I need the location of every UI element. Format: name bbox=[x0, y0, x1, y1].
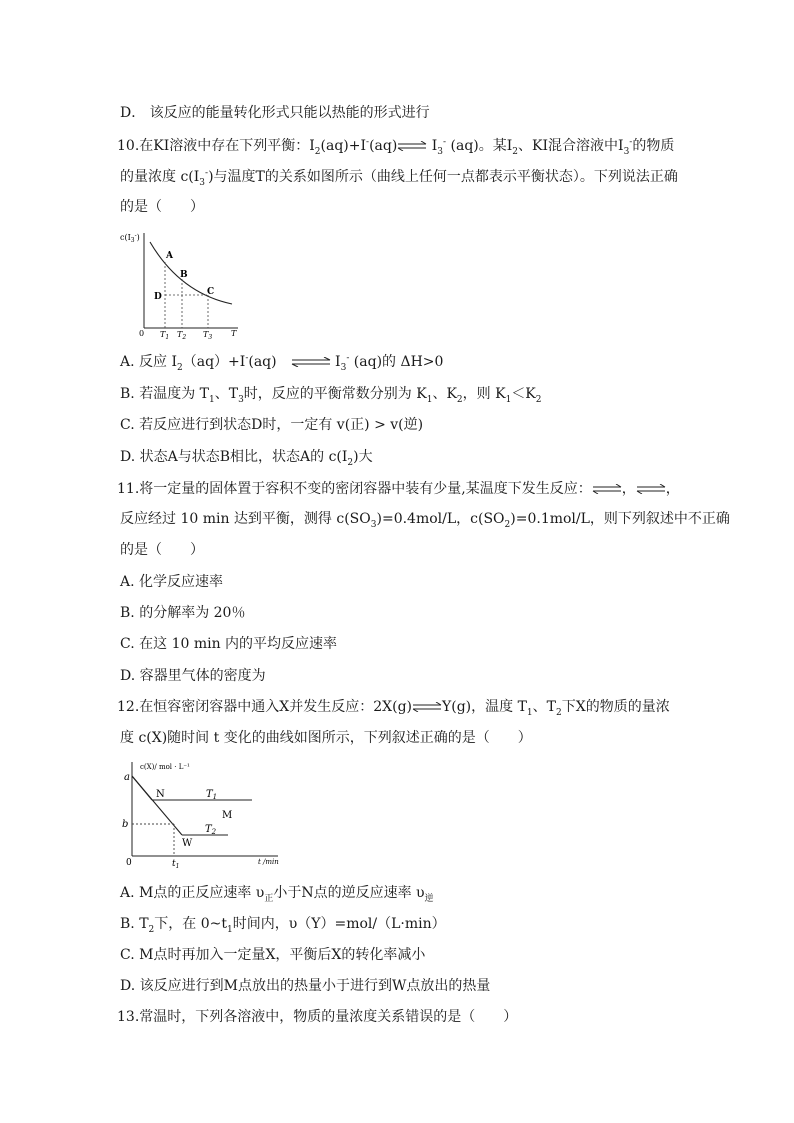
q10-line1: 10.在KI溶液中存在下列平衡：$I_2(aq)+I^-(aq)$ $I_3^-$ (aq)。某$I_2$、KI混合溶液中$I_3^-$的物质 bbox=[117, 137, 675, 157]
equilibrium-arrow-icon bbox=[397, 141, 427, 151]
q11-line2: 反应经过 10 min 达到平衡，测得 $c(SO_3)=0.4mol/L$，$c(SO_2)=0.1mol/L$，则下列叙述中不正确 bbox=[120, 511, 730, 530]
q12-origin: 0 bbox=[126, 858, 132, 868]
q12-series-t2: $T_2$ bbox=[205, 824, 217, 836]
q12-line2: 度 c(X)随时间 t 变化的曲线如图所示，下列叙述正确的是（ ） bbox=[120, 730, 532, 746]
q10-tick-t3: $T_3$ bbox=[203, 330, 213, 341]
q10-ylabel: $c(I_3^-)$ bbox=[120, 232, 140, 244]
q12-tick-a: a bbox=[124, 772, 130, 783]
q11-line1: 11.将一定量的固体置于容积不变的密闭容器中装有少量,某温度下发生反应： ， ， bbox=[117, 481, 680, 497]
q12-series-t1: $T_1$ bbox=[206, 789, 218, 801]
q10-tick-t1: $T_1$ bbox=[160, 330, 170, 341]
q10-origin: 0 bbox=[139, 329, 145, 338]
q10-option-c: C. 若反应进行到状态D时，一定有 v(正) > v(逆) bbox=[120, 417, 424, 433]
q11-option-c: C. 在这 10 min 内的平均反应速率 bbox=[120, 636, 338, 652]
q11-option-d: D. 容器里气体的密度为 bbox=[120, 668, 266, 684]
q10-point-a: A bbox=[166, 251, 173, 261]
q10-tick-t2: $T_2$ bbox=[177, 330, 187, 341]
q12-ylabel: c(X)/ mol · L⁻¹ bbox=[140, 763, 190, 771]
q12-point-w: W bbox=[182, 838, 193, 849]
q10-option-a: A. 反应 $I_2(aq)+I^-(aq)$ $I_3^-$ (aq)的 ΔH>0 bbox=[120, 353, 444, 373]
equilibrium-arrow-icon bbox=[291, 357, 331, 367]
q10-point-b: B bbox=[180, 270, 188, 280]
q12-option-b: B. $T_2$下，在 $0\sim t_1$时间内，υ（Y）=mol/（L·min） bbox=[120, 916, 446, 935]
option-9d: D． 该反应的能量转化形式只能以热能的形式进行 bbox=[120, 105, 430, 121]
q12-point-m: M bbox=[222, 810, 233, 821]
q11-option-b: B. 的分解率为 20％ bbox=[120, 605, 246, 621]
q10-option-d: D. 状态A与状态B相比，状态A的 $c(I_2)$大 bbox=[120, 449, 373, 468]
equilibrium-arrow-icon bbox=[592, 484, 622, 494]
q10-option-b: B. 若温度为 $T_1$、$T_3$时，反应的平衡常数分别为 $K_1$、$K_2$，则 $K_1<K_2$ bbox=[120, 386, 542, 405]
q10-point-c: C bbox=[207, 287, 215, 297]
q12-chart bbox=[118, 756, 288, 868]
q11-line3: 的是（ ） bbox=[120, 542, 204, 558]
q10-chart bbox=[120, 228, 250, 343]
q10-xlabel: T bbox=[231, 329, 237, 338]
q12-option-c: C. M点时再加入一定量X，平衡后X的转化率减小 bbox=[120, 947, 426, 963]
q12-tick-t1: $t_1$ bbox=[172, 859, 180, 868]
q12-point-n: N bbox=[156, 789, 165, 800]
q12-option-a: A. M点的正反应速率 $\upsilon_正$小于N点的逆反应速率 $\upsilon_逆$ bbox=[120, 885, 434, 904]
q13-line1: 13.常温时，下列各溶液中，物质的量浓度关系错误的是（ ） bbox=[117, 1009, 518, 1025]
q10-line2: 的量浓度 $c(I_3^-)$与温度T的关系如图所示（曲线上任何一点都表示平衡状态）。下列说法正确 bbox=[120, 168, 678, 188]
q12-option-d: D. 该反应进行到M点放出的热量小于进行到W点放出的热量 bbox=[120, 978, 491, 994]
equilibrium-arrow-icon bbox=[412, 702, 442, 712]
q12-tick-b: b bbox=[122, 819, 129, 830]
equilibrium-arrow-icon bbox=[636, 484, 666, 494]
q12-xlabel: t /min bbox=[258, 858, 279, 866]
q10-line3: 的是（ ） bbox=[120, 199, 204, 215]
q10-point-d: D bbox=[154, 292, 162, 302]
q12-line1: 12.在恒容密闭容器中通入X并发生反应：2X(g) Y(g)，温度 $T_1$、$T_2$下X的物质的量浓 bbox=[117, 699, 670, 718]
q11-option-a: A. 化学反应速率 bbox=[120, 574, 224, 590]
q12-t2-drop bbox=[132, 776, 182, 835]
